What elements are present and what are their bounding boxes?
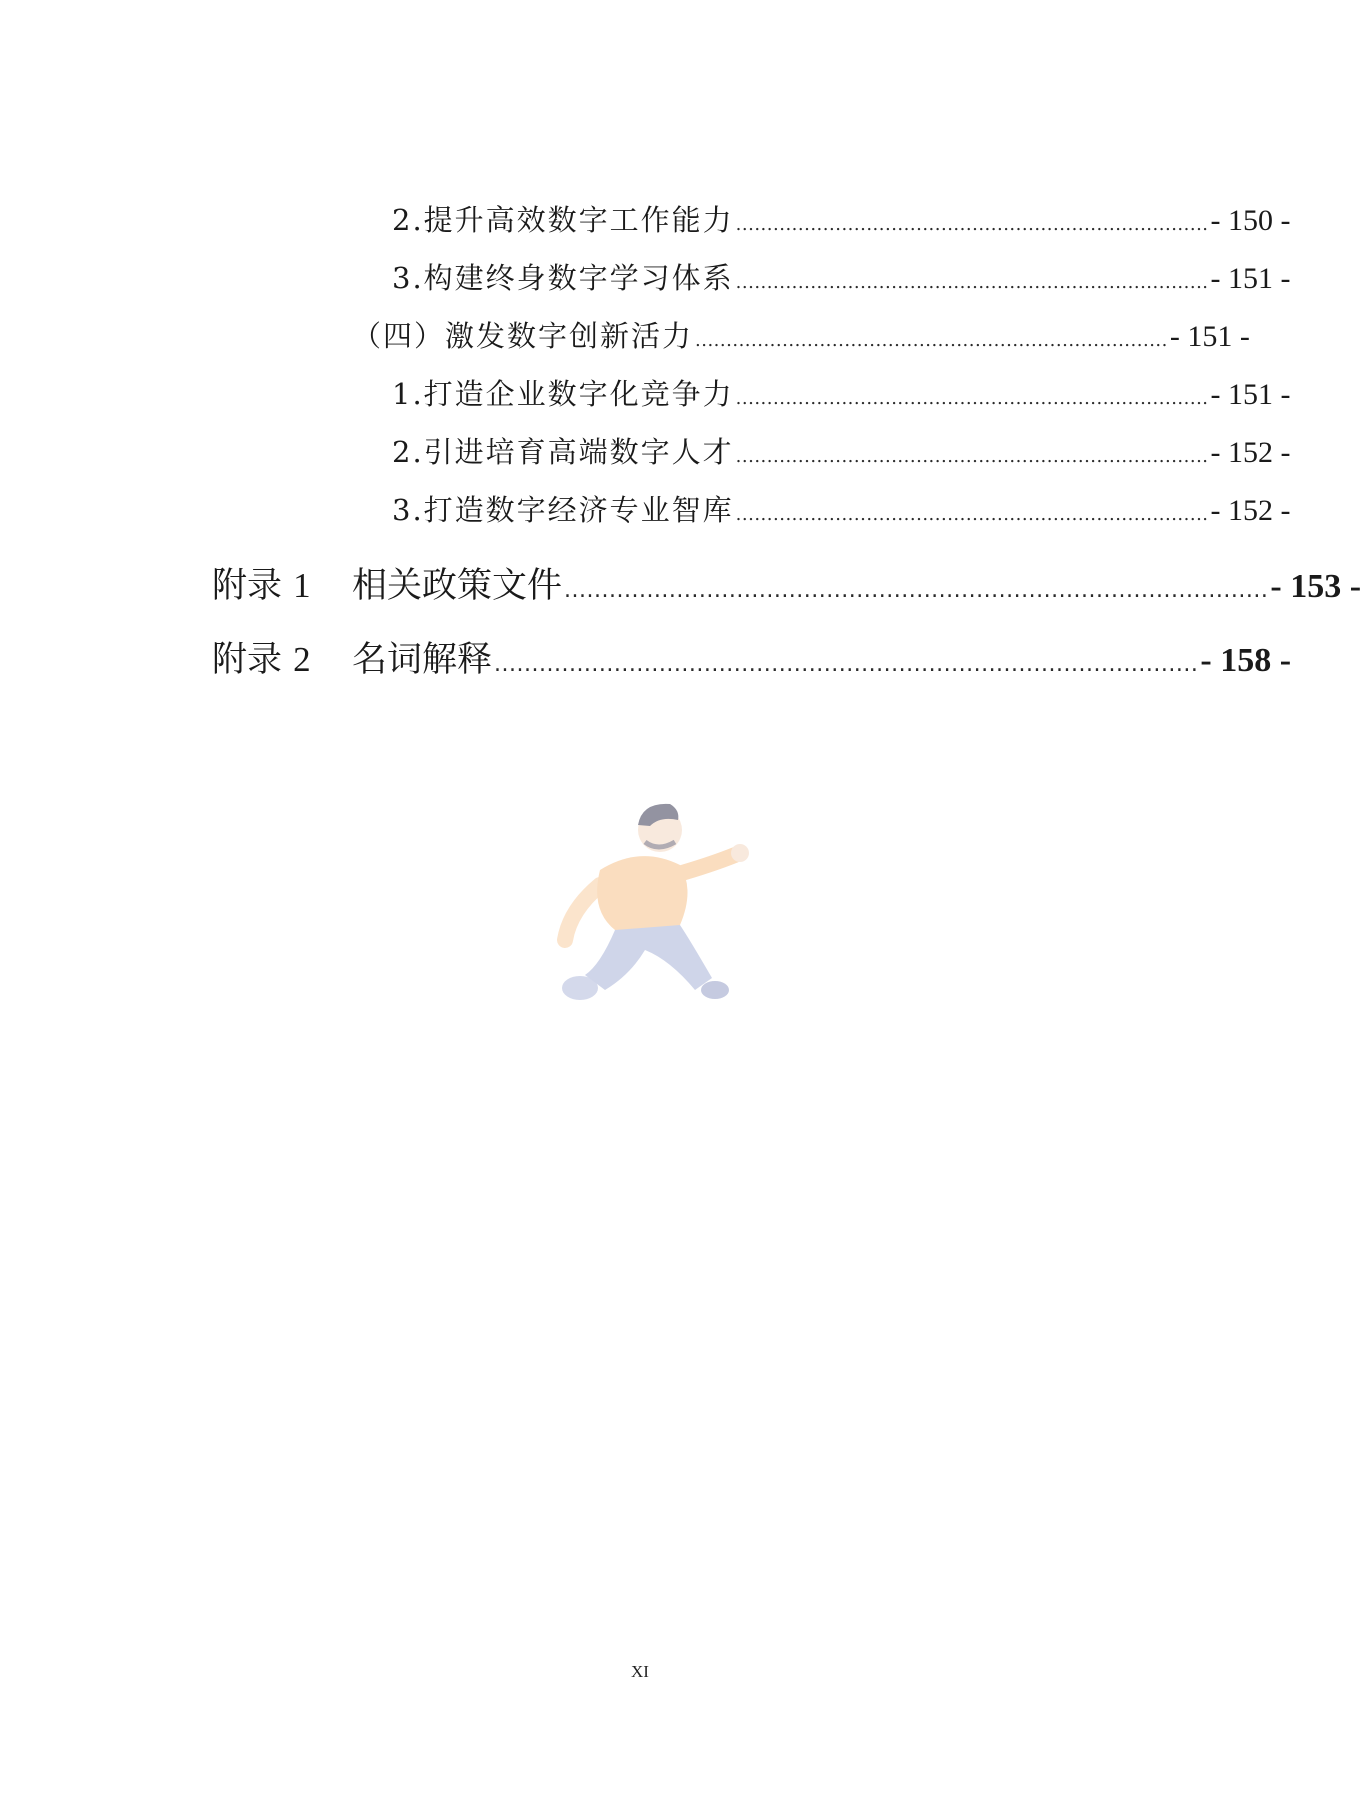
toc-entry-label: 2.引进培育高端数字人才 — [392, 435, 734, 469]
toc-entry-label: 3.打造数字经济专业智库 — [392, 493, 734, 527]
toc-dot-leader: ............................................................................ — [735, 446, 1209, 467]
appendix-tag — [212, 558, 352, 608]
toc-entry-label: 3.构建终身数字学习体系 — [392, 261, 734, 295]
appendix-number: 1 — [293, 566, 311, 605]
toc-appendix-page: - 153 - — [1270, 568, 1361, 605]
toc-entry[interactable] — [392, 256, 1291, 296]
toc-appendix-label — [212, 632, 492, 682]
toc-entry-page: - 150 - — [1210, 204, 1291, 237]
appendix-tag — [212, 632, 352, 682]
toc-entry[interactable] — [392, 430, 1291, 470]
toc-entry-page: - 152 - — [1210, 494, 1291, 527]
toc-dot-leader: ............................................................................ — [735, 388, 1209, 409]
toc-entry[interactable] — [392, 488, 1291, 528]
running-person-illustration — [530, 790, 770, 1020]
toc-appendix-page: - 158 - — [1200, 642, 1292, 679]
appendix-number: 2 — [293, 640, 311, 679]
toc-dot-leader: ............................................................................ — [695, 330, 1168, 351]
toc-entry-label: （四）激发数字创新活力 — [352, 319, 694, 353]
toc-dot-leader: .............................................................................................. — [564, 578, 1269, 603]
toc-appendix-entry[interactable] — [212, 558, 1361, 606]
toc-entry-page: - 151 - — [1210, 262, 1291, 295]
toc-dot-leader: ............................................................................ — [735, 504, 1209, 525]
appendix-title: 相关政策文件 — [352, 566, 563, 606]
toc-entry-label: 2.提升高效数字工作能力 — [392, 203, 734, 237]
toc-entry-page: - 151 - — [1210, 378, 1291, 411]
toc-entry[interactable] — [392, 372, 1291, 412]
toc-entry-page: - 152 - — [1210, 436, 1291, 469]
page-number: XI — [631, 1662, 649, 1681]
toc-appendix-entry[interactable] — [212, 632, 1292, 680]
toc-entry[interactable] — [392, 198, 1291, 238]
toc-entry-label: 1.打造企业数字化竞争力 — [392, 377, 734, 411]
appendix-tag-text: 附录 — [212, 566, 283, 606]
appendix-tag-text: 附录 — [212, 640, 283, 680]
toc-appendix-label — [212, 558, 562, 608]
toc-dot-leader: .............................................................................................. — [494, 652, 1199, 677]
toc-entry-page: - 151 - — [1169, 320, 1250, 353]
pants-shape — [585, 925, 712, 990]
appendix-title: 名词解释 — [352, 640, 493, 680]
toc-dot-leader: ............................................................................ — [735, 272, 1209, 293]
toc-dot-leader: ............................................................................ — [735, 214, 1209, 235]
toc-entry[interactable] — [352, 314, 1250, 354]
